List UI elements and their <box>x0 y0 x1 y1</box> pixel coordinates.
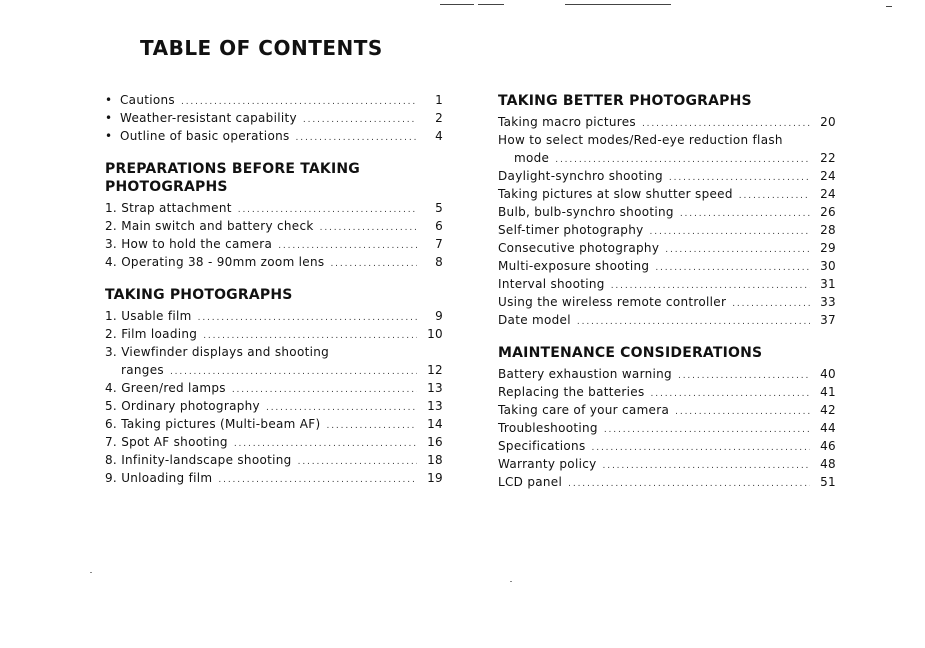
entry-number: 3. <box>105 237 118 251</box>
toc-entry-slow-shutter[interactable] <box>498 186 836 204</box>
toc-entry-cautions[interactable] <box>105 92 443 110</box>
entry-label: Spot AF shooting <box>121 435 228 449</box>
entry-number: 4. <box>105 255 118 269</box>
toc-entry-hold-camera[interactable] <box>105 236 443 254</box>
toc-entry-replacing-batteries[interactable] <box>498 384 836 402</box>
page-number: 19 <box>427 471 443 485</box>
dot-leader <box>203 326 417 344</box>
scan-artifact-line <box>478 4 504 5</box>
toc-entry-viewfinder-displays[interactable] <box>105 344 443 362</box>
entry-label: Battery exhaustion warning <box>498 367 672 381</box>
dot-leader <box>642 114 810 132</box>
toc-entry-strap-attachment[interactable] <box>105 200 443 218</box>
toc-entry-consecutive[interactable] <box>498 240 836 258</box>
page-number: 6 <box>435 219 443 233</box>
entry-label: Specifications <box>498 439 586 453</box>
entry-label: Green/red lamps <box>121 381 226 395</box>
entry-label: Daylight-synchro shooting <box>498 169 663 183</box>
toc-entry-unloading-film[interactable] <box>105 470 443 488</box>
section-heading-taking-better: TAKING BETTER PHOTOGRAPHS <box>498 93 752 109</box>
dot-leader <box>577 312 810 330</box>
dot-leader <box>650 222 810 240</box>
preparations-section <box>105 160 443 272</box>
toc-entry-viewfinder-displays-cont[interactable] <box>105 362 443 380</box>
page-number: 20 <box>820 115 836 129</box>
toc-entry-care-camera[interactable] <box>498 402 836 420</box>
heading-line: PREPARATIONS BEFORE TAKING <box>105 161 360 177</box>
toc-entry-infinity-landscape[interactable] <box>105 452 443 470</box>
page-number: 8 <box>435 255 443 269</box>
toc-entry-warranty[interactable] <box>498 456 836 474</box>
entry-label: Bulb, bulb-synchro shooting <box>498 205 674 219</box>
page-number: 2 <box>435 111 443 125</box>
entry-label: Taking pictures at slow shutter speed <box>498 187 733 201</box>
entry-label-continued: mode <box>514 151 550 165</box>
toc-entry-weather-resistant[interactable] <box>105 110 443 128</box>
dot-leader <box>234 434 417 452</box>
page-number: 12 <box>427 363 443 377</box>
toc-entry-wireless-remote[interactable] <box>498 294 836 312</box>
dot-leader <box>669 168 810 186</box>
toc-entry-battery-warning[interactable] <box>498 366 836 384</box>
entry-label: Taking care of your camera <box>498 403 670 417</box>
entry-label: Using the wireless remote controller <box>498 295 727 309</box>
entry-number: 7. <box>105 435 118 449</box>
entry-label: Operating 38 - 90mm zoom lens <box>121 255 325 269</box>
toc-entry-self-timer[interactable] <box>498 222 836 240</box>
toc-entry-usable-film[interactable] <box>105 308 443 326</box>
page-number: 10 <box>427 327 443 341</box>
entry-number: 2. <box>105 327 118 341</box>
toc-entry-daylight-synchro[interactable] <box>498 168 836 186</box>
page-title: TABLE OF CONTENTS <box>140 36 383 60</box>
page-number: 33 <box>820 295 836 309</box>
dot-leader <box>303 110 417 128</box>
dot-leader <box>665 240 810 258</box>
dot-leader <box>181 92 417 110</box>
entry-label: Ordinary photography <box>121 399 260 413</box>
entry-label: Film loading <box>121 327 198 341</box>
entry-label: Multi-exposure shooting <box>498 259 650 273</box>
toc-entry-select-modes[interactable] <box>498 132 836 150</box>
taking-photographs-list <box>105 308 443 488</box>
page-number: 44 <box>820 421 836 435</box>
scan-speck <box>510 581 512 582</box>
bullet: • <box>105 111 113 125</box>
toc-entry-multi-exposure[interactable] <box>498 258 836 276</box>
entry-label: How to select modes/Red-eye reduction flash <box>498 133 783 147</box>
entry-number: 4. <box>105 381 118 395</box>
toc-entry-multi-beam-af[interactable] <box>105 416 443 434</box>
section-heading-taking-photographs: TAKING PHOTOGRAPHS <box>105 287 293 303</box>
entry-label-continued: ranges <box>121 363 164 377</box>
entry-label: Taking macro pictures <box>498 115 636 129</box>
page-number: 41 <box>820 385 836 399</box>
entry-label: Outline of basic operations <box>120 129 290 143</box>
entry-label: Warranty policy <box>498 457 597 471</box>
intro-list <box>105 92 443 146</box>
dot-leader <box>678 366 810 384</box>
page-number: 42 <box>820 403 836 417</box>
taking-better-section <box>498 92 836 330</box>
page-number: 14 <box>427 417 443 431</box>
dot-leader <box>651 384 810 402</box>
entry-label: How to hold the camera <box>121 237 273 251</box>
dot-leader <box>170 362 417 380</box>
entry-number: 3. <box>105 345 118 359</box>
entry-label: Unloading film <box>121 471 213 485</box>
entry-label: Weather-resistant capability <box>120 111 297 125</box>
page-number: 24 <box>820 187 836 201</box>
page-number: 26 <box>820 205 836 219</box>
dot-leader <box>296 128 417 146</box>
toc-entry-date-model[interactable] <box>498 312 836 330</box>
heading-line: PHOTOGRAPHS <box>105 179 228 195</box>
toc-entry-outline-basic-operations[interactable] <box>105 128 443 146</box>
page-number: 4 <box>435 129 443 143</box>
maintenance-list <box>498 366 836 492</box>
entry-label: Viewfinder displays and shooting <box>121 345 330 359</box>
dot-leader <box>278 236 417 254</box>
entry-label: Troubleshooting <box>498 421 598 435</box>
toc-entry-spot-af[interactable] <box>105 434 443 452</box>
toc-entry-film-loading[interactable] <box>105 326 443 344</box>
toc-entry-troubleshooting[interactable] <box>498 420 836 438</box>
toc-entry-lcd-panel[interactable] <box>498 474 836 492</box>
dot-leader <box>232 380 417 398</box>
toc-entry-main-switch[interactable] <box>105 218 443 236</box>
entry-number: 1. <box>105 201 118 215</box>
page-number: 13 <box>427 381 443 395</box>
scan-artifact-line <box>886 6 892 7</box>
bullet: • <box>105 93 113 107</box>
entry-label: Consecutive photography <box>498 241 660 255</box>
section-heading-maintenance: MAINTENANCE CONSIDERATIONS <box>498 345 763 361</box>
dot-leader <box>198 308 417 326</box>
page-number: 24 <box>820 169 836 183</box>
toc-entry-zoom-lens[interactable] <box>105 254 443 272</box>
scan-artifact-line <box>565 4 671 5</box>
toc-entry-bulb-synchro[interactable] <box>498 204 836 222</box>
page-number: 9 <box>435 309 443 323</box>
dot-leader <box>732 294 810 312</box>
entry-label: Date model <box>498 313 571 327</box>
dot-leader <box>739 186 810 204</box>
maintenance-section <box>498 344 836 492</box>
taking-photographs-section <box>105 286 443 488</box>
toc-left-column <box>105 92 443 502</box>
page-number: 7 <box>435 237 443 251</box>
entry-label: Main switch and battery check <box>121 219 314 233</box>
page-number: 51 <box>820 475 836 489</box>
entry-label: Cautions <box>120 93 175 107</box>
toc-entry-interval[interactable] <box>498 276 836 294</box>
dot-leader <box>298 452 417 470</box>
page-number: 29 <box>820 241 836 255</box>
preparations-list <box>105 200 443 272</box>
entry-number: 6. <box>105 417 118 431</box>
entry-number: 2. <box>105 219 118 233</box>
page-number: 37 <box>820 313 836 327</box>
toc-right-column <box>498 92 836 506</box>
bullet: • <box>105 129 113 143</box>
entry-number: 9. <box>105 471 118 485</box>
page-number: 28 <box>820 223 836 237</box>
dot-leader <box>680 204 810 222</box>
intro-section <box>105 92 443 146</box>
toc-entry-specifications[interactable] <box>498 438 836 456</box>
dot-leader <box>604 420 810 438</box>
entry-label: Interval shooting <box>498 277 605 291</box>
page-number: 31 <box>820 277 836 291</box>
dot-leader <box>266 398 417 416</box>
entry-label: Taking pictures (Multi-beam AF) <box>121 417 321 431</box>
page-number: 30 <box>820 259 836 273</box>
toc-entry-select-modes-cont[interactable] <box>498 150 836 168</box>
dot-leader <box>320 218 417 236</box>
taking-better-list <box>498 114 836 330</box>
dot-leader <box>655 258 810 276</box>
page-number: 22 <box>820 151 836 165</box>
dot-leader <box>330 254 417 272</box>
entry-label: Usable film <box>121 309 192 323</box>
toc-entry-ordinary-photography[interactable] <box>105 398 443 416</box>
dot-leader <box>326 416 417 434</box>
dot-leader <box>568 474 810 492</box>
page-number: 1 <box>435 93 443 107</box>
entry-label: Strap attachment <box>121 201 232 215</box>
section-heading-preparations <box>105 160 443 196</box>
dot-leader <box>603 456 810 474</box>
dot-leader <box>675 402 810 420</box>
entry-label: Replacing the batteries <box>498 385 645 399</box>
page-number: 40 <box>820 367 836 381</box>
page-number: 18 <box>427 453 443 467</box>
page-number: 16 <box>427 435 443 449</box>
toc-entry-macro-pictures[interactable] <box>498 114 836 132</box>
entry-number: 5. <box>105 399 118 413</box>
page-number: 48 <box>820 457 836 471</box>
dot-leader <box>238 200 417 218</box>
page-number: 13 <box>427 399 443 413</box>
page-number: 46 <box>820 439 836 453</box>
scan-speck <box>90 572 92 573</box>
page-number: 5 <box>435 201 443 215</box>
entry-label: Self-timer photography <box>498 223 644 237</box>
dot-leader <box>218 470 417 488</box>
scan-artifact-line <box>440 4 474 5</box>
dot-leader <box>611 276 810 294</box>
entry-label: Infinity-landscape shooting <box>121 453 292 467</box>
toc-entry-green-red-lamps[interactable] <box>105 380 443 398</box>
dot-leader <box>592 438 811 456</box>
entry-number: 1. <box>105 309 118 323</box>
dot-leader <box>555 150 810 168</box>
entry-number: 8. <box>105 453 118 467</box>
entry-label: LCD panel <box>498 475 563 489</box>
